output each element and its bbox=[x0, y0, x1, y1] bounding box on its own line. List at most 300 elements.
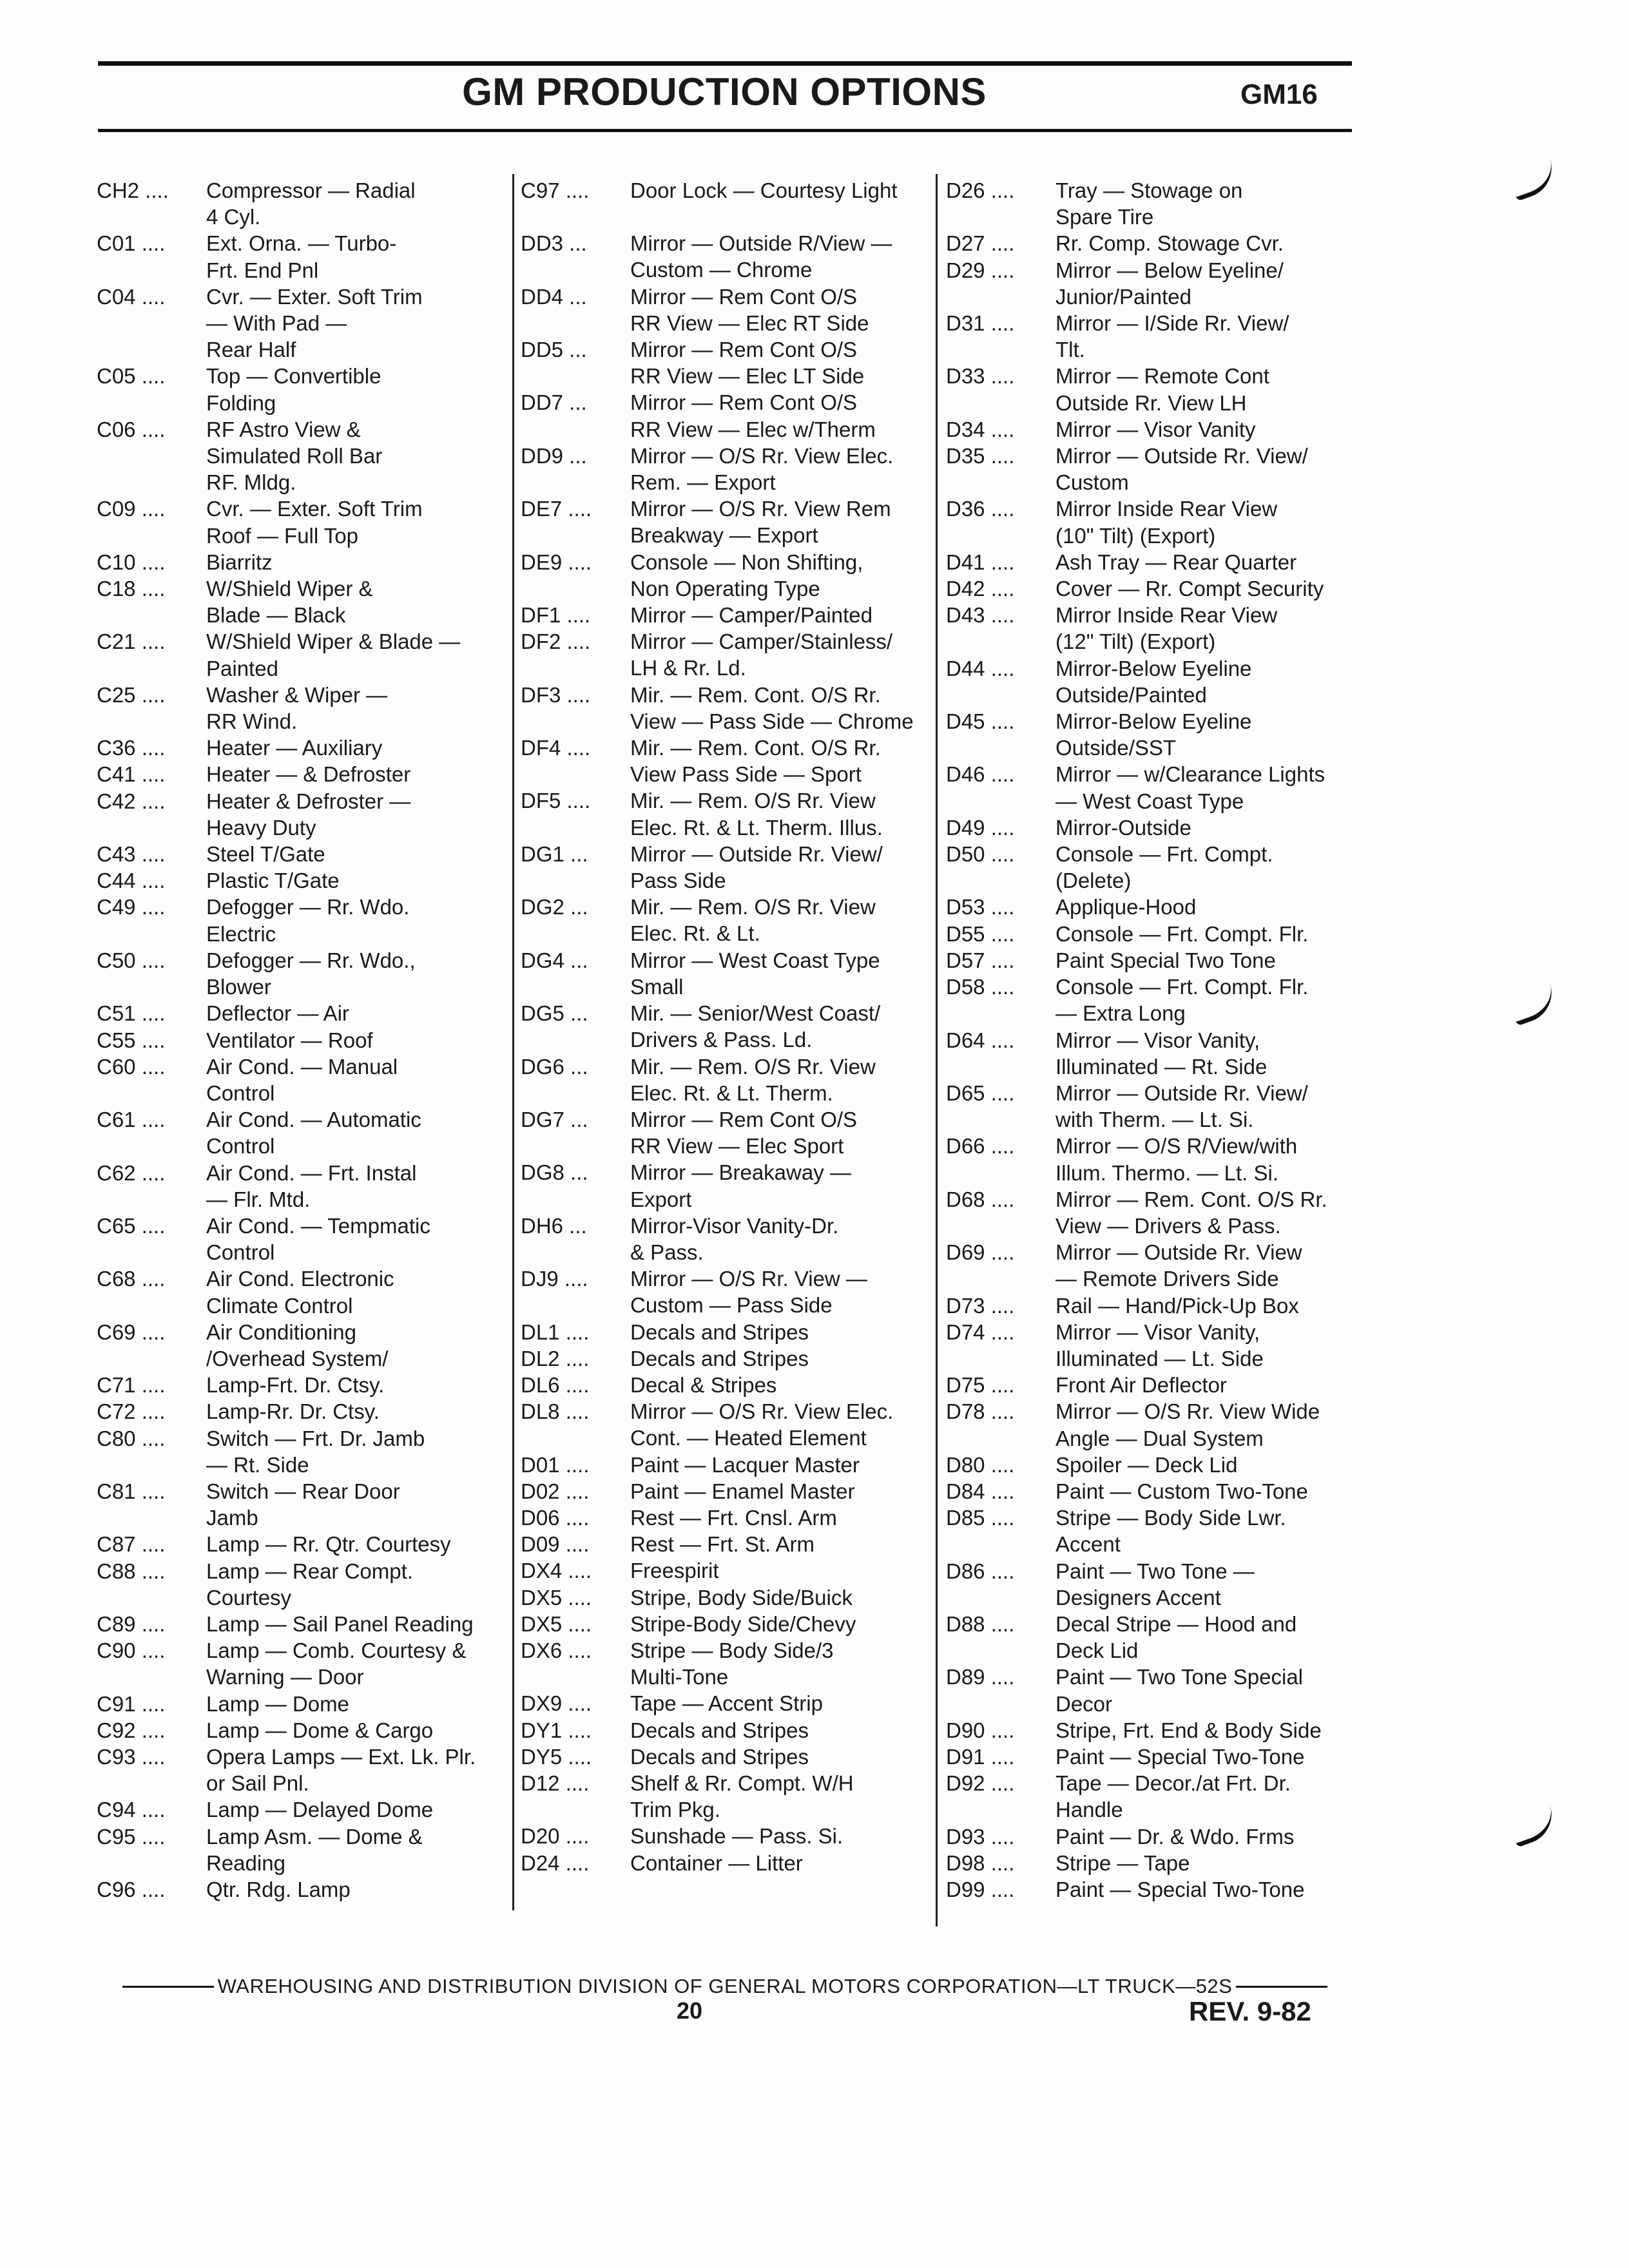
option-code: C94 .... bbox=[97, 1798, 166, 1822]
margin-mark bbox=[1507, 982, 1560, 1026]
option-code: C01 .... bbox=[97, 231, 166, 256]
option-description: Paint Special Two Tone bbox=[1055, 948, 1276, 972]
option-entry bbox=[97, 1744, 509, 1796]
option-entry bbox=[521, 177, 933, 204]
option-description: Biarritz bbox=[206, 550, 273, 574]
header-rule-bottom bbox=[98, 129, 1352, 132]
option-code: C18 .... bbox=[97, 577, 166, 601]
option-code: DL8 .... bbox=[521, 1399, 590, 1424]
option-code: DD7 ... bbox=[521, 390, 587, 415]
option-description: Lamp — Rr. Qtr. Courtesy bbox=[206, 1532, 451, 1557]
option-code: C61 .... bbox=[97, 1108, 166, 1132]
option-description: Mirror — Visor Vanity, Illuminated — Lt. Side bbox=[1055, 1320, 1264, 1370]
option-description: Mirror — Below Eyeline/ Junior/Painted bbox=[1055, 258, 1284, 309]
option-code: D98 .... bbox=[946, 1850, 1015, 1875]
option-code: DL6 .... bbox=[521, 1372, 590, 1397]
option-entry bbox=[946, 1664, 1365, 1716]
option-code: D80 .... bbox=[946, 1452, 1015, 1477]
option-entry bbox=[97, 495, 509, 548]
option-code: DF4 .... bbox=[521, 736, 591, 760]
option-code: DG1 ... bbox=[521, 841, 588, 866]
option-description: Steel T/Gate bbox=[206, 842, 325, 867]
option-entry bbox=[521, 1159, 933, 1212]
option-code: DX4 .... bbox=[521, 1559, 592, 1583]
option-description: Mirror — O/S Rr. View Rem Breakway — Export bbox=[630, 497, 891, 548]
option-code: D20 .... bbox=[521, 1824, 590, 1849]
option-description: Mirror — O/S Rr. View Elec. Rem. — Export bbox=[630, 443, 894, 495]
option-code: C96 .... bbox=[97, 1878, 166, 1901]
option-description: Qtr. Rdg. Lamp bbox=[206, 1878, 351, 1901]
options-column-1 bbox=[97, 177, 509, 1903]
option-entry bbox=[521, 947, 933, 1000]
option-code: DG6 ... bbox=[521, 1054, 588, 1079]
option-description: Opera Lamps — Ext. Lk. Plr. or Sail Pnl. bbox=[206, 1744, 476, 1796]
option-description: Mirror — Outside R/View — Custom — Chrome bbox=[630, 231, 892, 282]
option-description: Mirror — West Coast Type Small bbox=[630, 948, 880, 999]
option-description: Air Cond. — Manual Control bbox=[206, 1054, 398, 1105]
option-entry bbox=[946, 1611, 1365, 1664]
option-code: C68 .... bbox=[97, 1267, 166, 1291]
option-code: C91 .... bbox=[97, 1691, 166, 1716]
option-code: D27 .... bbox=[946, 231, 1015, 256]
option-description: Switch — Rear Door Jamb bbox=[206, 1479, 400, 1530]
option-description: Mirror — Outside Rr. View — Remote Drivers Side bbox=[1055, 1240, 1302, 1291]
option-description: Defogger — Rr. Wdo. Electric bbox=[206, 895, 410, 946]
option-code: D90 .... bbox=[946, 1718, 1015, 1742]
option-description: Tape — Accent Strip bbox=[630, 1691, 823, 1716]
option-description: Air Cond. — Frt. Instal — Flr. Mtd. bbox=[206, 1160, 417, 1211]
option-entry bbox=[521, 230, 933, 283]
option-description: Mirror — Rem Cont O/S RR View — Elec Sport bbox=[630, 1107, 858, 1158]
option-code: C09 .... bbox=[97, 497, 166, 521]
option-entry bbox=[946, 814, 1365, 841]
option-description: Console — Frt. Compt. Flr. bbox=[1055, 921, 1309, 946]
option-entry bbox=[97, 1691, 509, 1717]
option-description: W/Shield Wiper & Blade — Black bbox=[206, 577, 373, 628]
option-code: D75 .... bbox=[946, 1373, 1015, 1398]
option-entry bbox=[97, 1106, 509, 1159]
option-entry bbox=[521, 1398, 933, 1451]
option-entry bbox=[946, 1239, 1365, 1292]
option-description: Console — Frt. Compt. Flr. — Extra Long bbox=[1055, 975, 1309, 1026]
option-code: D89 .... bbox=[946, 1665, 1015, 1689]
option-entry bbox=[97, 761, 509, 787]
options-column-3 bbox=[946, 177, 1365, 1903]
option-entry bbox=[946, 1027, 1365, 1080]
option-code: D88 .... bbox=[946, 1611, 1015, 1636]
option-entry bbox=[521, 735, 933, 787]
option-description: Mirror — I/Side Rr. View/ Tlt. bbox=[1055, 311, 1289, 362]
option-description: W/Shield Wiper & Blade — Painted bbox=[206, 629, 461, 680]
page-code: GM16 bbox=[1240, 79, 1318, 110]
option-code: C51 .... bbox=[97, 1001, 166, 1026]
option-description: Cvr. — Exter. Soft Trim — With Pad — Rear Half bbox=[206, 284, 423, 362]
option-entry bbox=[521, 1504, 933, 1531]
option-code: D33 .... bbox=[946, 364, 1015, 389]
option-description: Stripe, Frt. End & Body Side bbox=[1055, 1718, 1322, 1742]
option-description: Stripe-Body Side/Chevy bbox=[630, 1611, 856, 1636]
option-description: Mirror — Outside Rr. View/ Custom bbox=[1055, 444, 1308, 495]
option-code: DG4 ... bbox=[521, 948, 588, 972]
page-number: 20 bbox=[677, 1997, 703, 2024]
option-code: D45 .... bbox=[946, 709, 1015, 734]
option-entry bbox=[521, 602, 933, 628]
option-entry bbox=[521, 1531, 933, 1557]
option-entry bbox=[521, 1611, 933, 1637]
option-code: D06 .... bbox=[521, 1505, 590, 1530]
option-entry bbox=[521, 1690, 933, 1716]
option-description: Defogger — Rr. Wdo., Blower bbox=[206, 948, 416, 999]
option-code: D73 .... bbox=[946, 1293, 1015, 1318]
option-description: Door Lock — Courtesy Light bbox=[630, 178, 898, 202]
option-description: Ventilator — Roof bbox=[206, 1028, 373, 1052]
option-description: Lamp — Comb. Courtesy & Warning — Door bbox=[206, 1639, 467, 1689]
option-entry bbox=[946, 1717, 1365, 1744]
option-entry bbox=[97, 1796, 509, 1823]
option-code: C90 .... bbox=[97, 1639, 166, 1663]
option-code: C25 .... bbox=[97, 682, 166, 707]
option-description: Paint — Lacquer Master bbox=[630, 1452, 860, 1477]
option-code: C65 .... bbox=[97, 1213, 166, 1238]
option-code: C71 .... bbox=[97, 1373, 166, 1398]
option-description: Ash Tray — Rear Quarter bbox=[1055, 550, 1297, 574]
option-description: Rest — Frt. Cnsl. Arm bbox=[630, 1505, 837, 1530]
option-description: Mirror — Rem Cont O/S RR View — Elec LT Side bbox=[630, 338, 865, 389]
option-description: Decal Stripe — Hood and Deck Lid bbox=[1055, 1611, 1297, 1663]
option-description: Tray — Stowage on Spare Tire bbox=[1055, 178, 1243, 229]
option-code: D26 .... bbox=[946, 178, 1015, 202]
option-description: Heater — Auxiliary bbox=[206, 736, 383, 760]
option-entry bbox=[521, 1478, 933, 1504]
option-entry bbox=[97, 1027, 509, 1053]
footer-line bbox=[122, 1975, 1327, 1998]
option-code: D31 .... bbox=[946, 311, 1015, 336]
option-code: D92 .... bbox=[946, 1771, 1015, 1796]
option-description: Mirror — Rem Cont O/S RR View — Elec w/Therm bbox=[630, 390, 876, 441]
option-code: DY1 .... bbox=[521, 1718, 592, 1742]
option-code: C04 .... bbox=[97, 284, 166, 309]
option-entry bbox=[97, 735, 509, 761]
option-description: Lamp-Frt. Dr. Ctsy. bbox=[206, 1373, 385, 1398]
option-description: Console — Non Shifting, Non Operating Type bbox=[630, 550, 863, 601]
option-description: Stripe, Body Side/Buick bbox=[630, 1585, 853, 1610]
option-entry bbox=[97, 1425, 509, 1478]
option-description: Top — Convertible Folding bbox=[206, 364, 381, 415]
option-entry bbox=[946, 1876, 1365, 1903]
option-code: C69 .... bbox=[97, 1320, 166, 1344]
option-entry bbox=[97, 1372, 509, 1398]
option-entry bbox=[97, 549, 509, 575]
option-code: C21 .... bbox=[97, 629, 166, 654]
option-description: Mirror — O/S Rr. View — Custom — Pass Side bbox=[630, 1267, 867, 1318]
option-description: Mirror — Visor Vanity bbox=[1055, 417, 1256, 441]
option-description: Washer & Wiper — RR Wind. bbox=[206, 682, 388, 734]
option-description: Decals and Stripes bbox=[630, 1320, 809, 1344]
option-description: Rest — Frt. St. Arm bbox=[630, 1532, 815, 1557]
option-code: C80 .... bbox=[97, 1426, 166, 1450]
option-entry bbox=[97, 575, 509, 628]
option-entry bbox=[521, 787, 933, 840]
option-description: RF Astro View & Simulated Roll Bar RF. Mldg. bbox=[206, 417, 383, 495]
footer-text: WAREHOUSING AND DISTRIBUTION DIVISION OF GENERAL MOTORS CORPORATION—LT TRUCK—52S bbox=[217, 1975, 1233, 1997]
option-code: C89 .... bbox=[97, 1611, 166, 1636]
option-code: D86 .... bbox=[946, 1559, 1015, 1583]
option-entry bbox=[946, 495, 1365, 548]
option-code: C44 .... bbox=[97, 869, 166, 893]
option-code: C81 .... bbox=[97, 1479, 166, 1503]
option-description: Mirror — Rem. Cont. O/S Rr. View — Drivers & Pass. bbox=[1055, 1187, 1327, 1238]
option-entry bbox=[521, 1584, 933, 1611]
option-code: D99 .... bbox=[946, 1878, 1015, 1901]
option-code: DH6 ... bbox=[521, 1213, 587, 1238]
option-entry bbox=[946, 1080, 1365, 1133]
option-entry bbox=[946, 947, 1365, 974]
option-entry bbox=[97, 1478, 509, 1531]
option-entry bbox=[97, 788, 509, 841]
option-code: D49 .... bbox=[946, 815, 1015, 840]
option-code: D29 .... bbox=[946, 258, 1015, 282]
option-entry bbox=[946, 1823, 1365, 1850]
option-code: DD5 ... bbox=[521, 338, 587, 362]
option-code: D57 .... bbox=[946, 948, 1015, 972]
option-entry bbox=[97, 867, 509, 894]
option-entry bbox=[521, 628, 933, 681]
column-divider bbox=[512, 174, 514, 1910]
option-entry bbox=[521, 443, 933, 495]
option-entry bbox=[946, 1744, 1365, 1770]
option-code: DD4 ... bbox=[521, 284, 587, 309]
option-entry bbox=[946, 1478, 1365, 1504]
option-description: Mirror — w/Clearance Lights — West Coast Type bbox=[1055, 762, 1325, 813]
option-description: Mirror — O/S Rr. View Elec. Cont. — Heated Element bbox=[630, 1399, 894, 1450]
option-code: D34 .... bbox=[946, 417, 1015, 441]
option-entry bbox=[946, 1504, 1365, 1557]
option-description: Spoiler — Deck Lid bbox=[1055, 1452, 1238, 1477]
option-entry bbox=[946, 257, 1365, 310]
option-entry bbox=[946, 761, 1365, 814]
option-code: D41 .... bbox=[946, 550, 1015, 574]
option-description: Sunshade — Pass. Si. bbox=[630, 1824, 843, 1849]
option-code: DF1 .... bbox=[521, 603, 591, 628]
option-entry bbox=[97, 363, 509, 416]
option-description: Mir. — Senior/West Coast/ Drivers & Pass. Ld. bbox=[630, 1001, 881, 1052]
option-code: C36 .... bbox=[97, 736, 166, 760]
option-description: Shelf & Rr. Compt. W/H Trim Pkg. bbox=[630, 1771, 854, 1822]
option-entry bbox=[521, 1213, 933, 1265]
option-entry bbox=[521, 1106, 933, 1159]
option-code: C95 .... bbox=[97, 1824, 166, 1849]
option-entry bbox=[97, 1558, 509, 1611]
option-entry bbox=[946, 1452, 1365, 1478]
option-description: Lamp — Sail Panel Reading bbox=[206, 1611, 474, 1636]
option-description: Mirror Inside Rear View (12" Tilt) (Export) bbox=[1055, 603, 1278, 654]
option-description: Mir. — Rem. Cont. O/S Rr. View — Pass Side — Chrome bbox=[630, 682, 914, 733]
option-entry bbox=[521, 1319, 933, 1345]
option-code: D09 .... bbox=[521, 1532, 590, 1557]
option-code: C93 .... bbox=[97, 1744, 166, 1769]
option-description: Heater — & Defroster bbox=[206, 762, 411, 787]
option-code: C10 .... bbox=[97, 550, 166, 574]
option-entry bbox=[521, 1345, 933, 1372]
option-entry bbox=[97, 1637, 509, 1690]
option-description: Mir. — Rem. O/S Rr. View Elec. Rt. & Lt. Therm. Illus. bbox=[630, 789, 883, 840]
option-description: Ext. Orna. — Turbo- Frt. End Pnl bbox=[206, 231, 397, 282]
option-entry bbox=[97, 1160, 509, 1213]
option-entry bbox=[521, 1823, 933, 1849]
option-description: Lamp-Rr. Dr. Ctsy. bbox=[206, 1399, 380, 1424]
option-code: D91 .... bbox=[946, 1744, 1015, 1769]
option-code: D93 .... bbox=[946, 1824, 1015, 1849]
option-entry bbox=[946, 1186, 1365, 1239]
option-entry bbox=[97, 628, 509, 681]
option-description: Paint — Two Tone — Designers Accent bbox=[1055, 1559, 1255, 1610]
option-description: Tape — Decor./at Frt. Dr. Handle bbox=[1055, 1771, 1291, 1822]
option-description: Lamp Asm. — Dome & Reading bbox=[206, 1824, 423, 1875]
option-description: Paint — Special Two-Tone bbox=[1055, 1744, 1305, 1769]
option-code: C06 .... bbox=[97, 417, 166, 441]
option-description: Air Cond. — Tempmatic Control bbox=[206, 1213, 430, 1265]
option-code: D36 .... bbox=[946, 497, 1015, 521]
option-code: C42 .... bbox=[97, 789, 166, 813]
option-code: D84 .... bbox=[946, 1479, 1015, 1503]
option-entry bbox=[97, 284, 509, 363]
option-code: D66 .... bbox=[946, 1134, 1015, 1158]
option-code: DF3 .... bbox=[521, 682, 591, 707]
option-entry bbox=[521, 1717, 933, 1744]
option-code: D01 .... bbox=[521, 1452, 590, 1477]
option-code: DG2 ... bbox=[521, 895, 588, 919]
option-description: Air Cond. Electronic Climate Control bbox=[206, 1267, 394, 1318]
option-code: DX9 .... bbox=[521, 1691, 592, 1716]
option-entry bbox=[97, 1213, 509, 1265]
option-description: Rr. Comp. Stowage Cvr. bbox=[1055, 231, 1284, 256]
option-entry bbox=[521, 1850, 933, 1876]
option-code: DX5 .... bbox=[521, 1611, 592, 1636]
option-description: Lamp — Rear Compt. Courtesy bbox=[206, 1559, 413, 1610]
option-code: DX5 .... bbox=[521, 1585, 592, 1610]
option-entry bbox=[521, 1053, 933, 1106]
option-description: Lamp — Dome & Cargo bbox=[206, 1718, 434, 1742]
margin-mark bbox=[1507, 1803, 1560, 1847]
option-code: C97 .... bbox=[521, 178, 590, 202]
option-entry bbox=[521, 389, 933, 442]
option-entry bbox=[521, 1265, 933, 1318]
margin-mark bbox=[1507, 157, 1560, 201]
option-code: D55 .... bbox=[946, 921, 1015, 946]
option-entry bbox=[521, 495, 933, 548]
option-code: C72 .... bbox=[97, 1399, 166, 1424]
column-divider bbox=[936, 174, 938, 1927]
option-entry bbox=[521, 894, 933, 947]
option-entry bbox=[521, 1557, 933, 1584]
option-description: Mirror — Camper/Painted bbox=[630, 603, 872, 628]
option-description: Mirror — Outside Rr. View/ Pass Side bbox=[630, 841, 883, 893]
option-entry bbox=[946, 1398, 1365, 1451]
option-description: Mir. — Rem. O/S Rr. View Elec. Rt. & Lt. bbox=[630, 895, 876, 946]
option-description: Decals and Stripes bbox=[630, 1346, 809, 1370]
option-entry bbox=[97, 1823, 509, 1876]
option-entry bbox=[946, 1372, 1365, 1398]
option-description: Deflector — Air bbox=[206, 1001, 349, 1026]
option-entry bbox=[946, 416, 1365, 443]
option-entry bbox=[97, 416, 509, 496]
option-code: D35 .... bbox=[946, 444, 1015, 468]
option-code: DD3 ... bbox=[521, 231, 587, 256]
option-code: D02 .... bbox=[521, 1479, 590, 1503]
option-code: C88 .... bbox=[97, 1559, 166, 1583]
option-code: C50 .... bbox=[97, 948, 166, 972]
option-description: Heater & Defroster — Heavy Duty bbox=[206, 789, 411, 840]
option-code: C60 .... bbox=[97, 1054, 166, 1079]
option-entry bbox=[946, 708, 1365, 761]
option-description: Lamp — Delayed Dome bbox=[206, 1798, 434, 1822]
option-entry bbox=[946, 1850, 1365, 1876]
option-description: Mirror — Remote Cont Outside Rr. View LH bbox=[1055, 364, 1269, 415]
option-entry bbox=[97, 1876, 509, 1903]
option-description: Paint — Special Two-Tone bbox=[1055, 1878, 1305, 1901]
option-entry bbox=[946, 310, 1365, 363]
option-code: D65 .... bbox=[946, 1081, 1015, 1105]
option-code: DE7 .... bbox=[521, 497, 592, 521]
options-column-2 bbox=[521, 177, 933, 1876]
option-code: D69 .... bbox=[946, 1240, 1015, 1265]
option-entry bbox=[946, 443, 1365, 495]
option-entry bbox=[97, 1265, 509, 1318]
option-code: DE9 .... bbox=[521, 550, 592, 574]
option-description: Cvr. — Exter. Soft Trim Roof — Full Top bbox=[206, 497, 423, 548]
footer-dash-right bbox=[1236, 1986, 1327, 1988]
option-description: Mirror — Visor Vanity, Illuminated — Rt. Side bbox=[1055, 1028, 1268, 1079]
option-entry bbox=[946, 230, 1365, 256]
option-description: Applique-Hood bbox=[1055, 895, 1197, 919]
option-entry bbox=[946, 841, 1365, 894]
option-code: DL1 .... bbox=[521, 1320, 590, 1344]
option-description: Console — Frt. Compt. (Delete) bbox=[1055, 842, 1273, 893]
option-code: D24 .... bbox=[521, 1850, 590, 1875]
page-title: GM PRODUCTION OPTIONS bbox=[462, 70, 987, 113]
option-code: D53 .... bbox=[946, 895, 1015, 919]
option-code: D74 .... bbox=[946, 1320, 1015, 1344]
option-entry bbox=[946, 575, 1365, 602]
option-code: D44 .... bbox=[946, 656, 1015, 680]
option-code: DF2 .... bbox=[521, 629, 591, 654]
option-entry bbox=[946, 974, 1365, 1026]
footer-dash-left bbox=[122, 1986, 214, 1988]
option-entry bbox=[97, 1717, 509, 1744]
option-entry bbox=[97, 230, 509, 283]
option-description: Freespirit bbox=[630, 1559, 719, 1583]
option-entry bbox=[97, 894, 509, 947]
option-entry bbox=[521, 284, 933, 336]
option-description: Paint — Custom Two-Tone bbox=[1055, 1479, 1308, 1503]
option-entry bbox=[946, 363, 1365, 416]
option-entry bbox=[97, 1319, 509, 1372]
option-entry bbox=[946, 177, 1365, 230]
option-code: C62 .... bbox=[97, 1160, 166, 1185]
option-description: Mirror Inside Rear View (10" Tilt) (Export) bbox=[1055, 497, 1278, 548]
option-code: D12 .... bbox=[521, 1771, 590, 1795]
option-description: Mirror — Camper/Stainless/ LH & Rr. Ld. bbox=[630, 629, 893, 680]
option-description: Decals and Stripes bbox=[630, 1744, 809, 1769]
option-description: Paint — Enamel Master bbox=[630, 1479, 855, 1503]
option-code: C41 .... bbox=[97, 762, 166, 787]
option-entry bbox=[946, 894, 1365, 920]
option-entry bbox=[946, 1293, 1365, 1319]
option-code: DL2 .... bbox=[521, 1346, 590, 1370]
option-description: Mirror — Rem Cont O/S RR View — Elec RT Side bbox=[630, 284, 869, 335]
revision: REV. 9-82 bbox=[1189, 1996, 1311, 2026]
option-description: Compressor — Radial 4 Cyl. bbox=[206, 178, 416, 229]
